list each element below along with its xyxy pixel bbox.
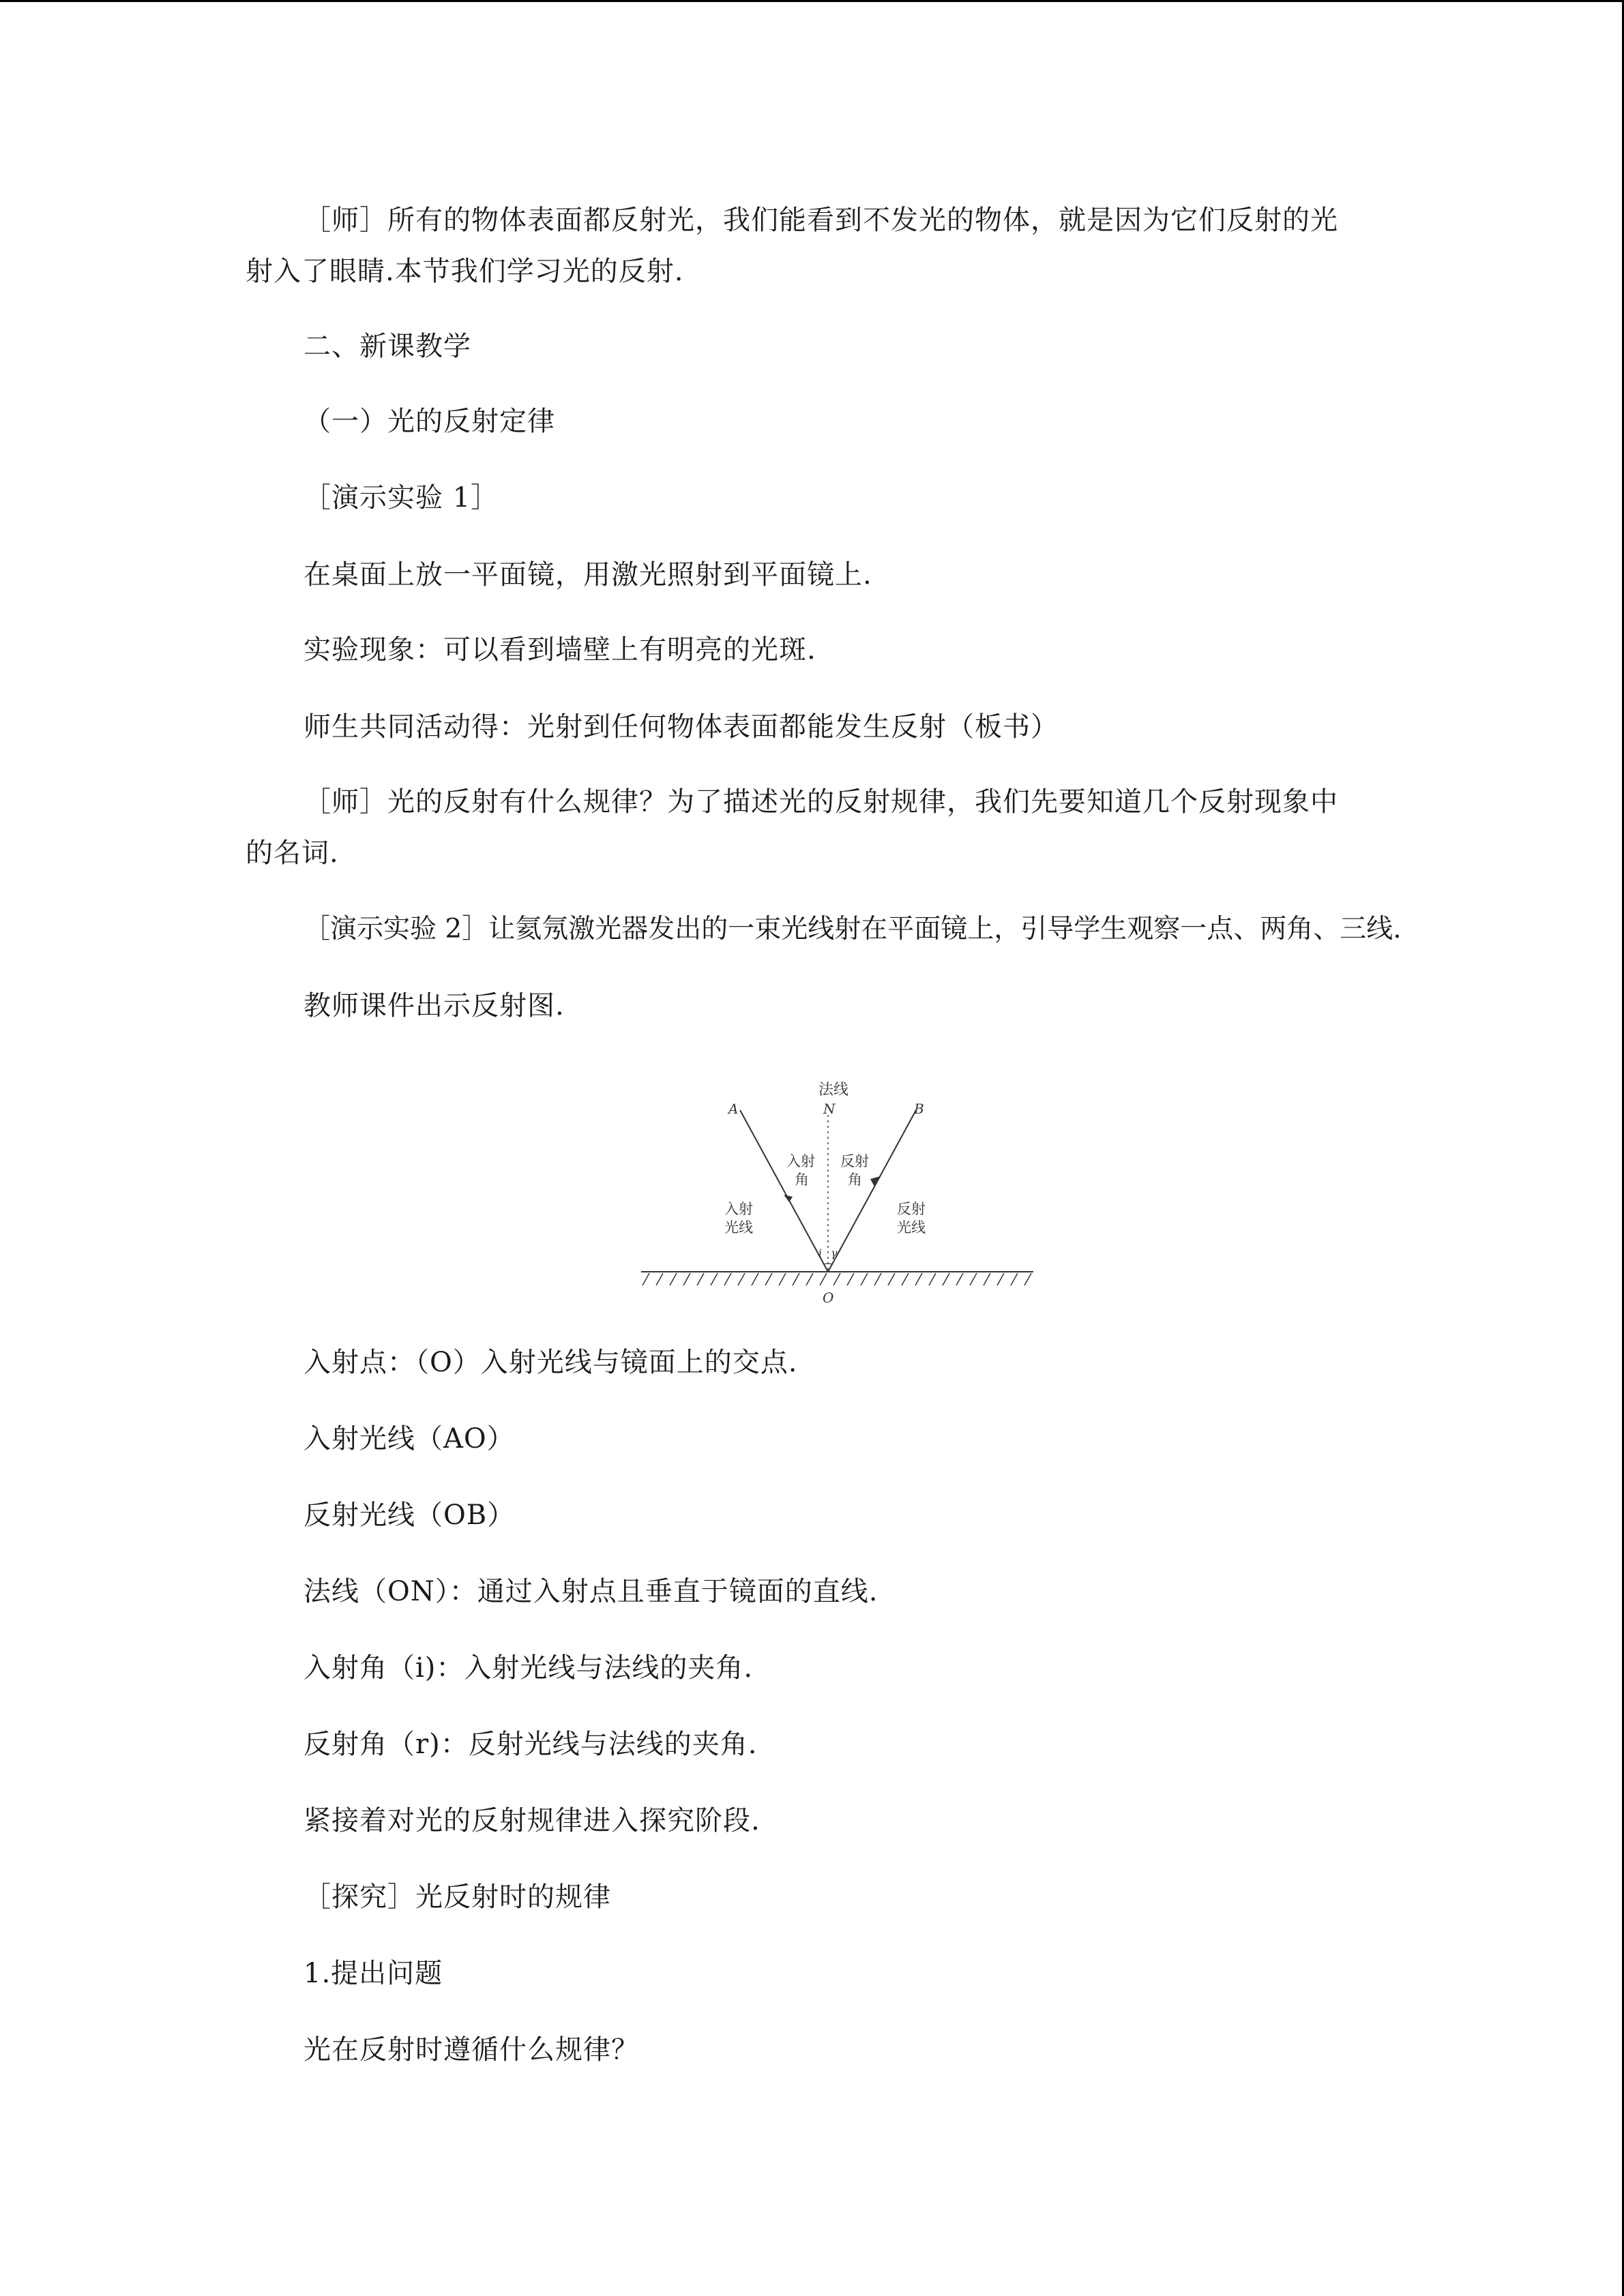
point-n-label: N (823, 1101, 836, 1117)
normal-label: 法线 (818, 1082, 849, 1099)
angle-r-symbol: γ (831, 1247, 838, 1259)
reflection-angle-label-2: 角 (848, 1172, 862, 1188)
next-stage-text: 紧接着对光的反射规律进入探究阶段. (304, 1805, 761, 1836)
reflection-angle-label-1: 反射 (840, 1153, 869, 1169)
incident-ray-label-2: 光线 (724, 1219, 753, 1236)
page-border-top (0, 0, 1624, 2)
question-heading: 1.提出问题 (304, 1958, 443, 1989)
conclusion-text: 师生共同活动得：光射到任何物体表面都能发生反射（板书） (304, 711, 1059, 743)
reflected-ray (828, 1110, 916, 1272)
definition-reflected-ray: 反射光线（OB） (304, 1500, 516, 1531)
paragraph-teacher-line2: 的名词. (246, 837, 339, 869)
inquiry-title: ［探究］光反射时的规律 (304, 1881, 611, 1913)
incidence-angle-label-1: 入射 (786, 1153, 815, 1169)
paragraph-intro-line1: ［师］所有的物体表面都反射光，我们能看到不发光的物体，就是因为它们反射的光 (304, 205, 1338, 236)
point-o-label: O (823, 1289, 834, 1306)
point-b-label: B (914, 1101, 924, 1117)
demo1-text: 在桌面上放一平面镜，用激光照射到平面镜上. (304, 559, 872, 591)
paragraph-teacher-line1: ［师］光的反射有什么规律？为了描述光的反射规律，我们先要知道几个反射现象中 (304, 786, 1338, 818)
incident-ray-label-1: 入射 (724, 1201, 753, 1217)
definition-incident-ray: 入射光线（AO） (304, 1423, 515, 1455)
section-heading: 二、新课教学 (304, 331, 471, 362)
reflected-ray-label-1: 反射 (897, 1201, 926, 1217)
incident-ray (740, 1110, 828, 1272)
demo2-text: ［演示实验 2］让氦氖激光器发出的一束光线射在平面镜上，引导学生观察一点、两角、三线. (304, 914, 1402, 944)
incident-ray-arrow (784, 1195, 793, 1202)
courseware-text: 教师课件出示反射图. (304, 990, 565, 1022)
subsection-heading: （一）光的反射定律 (304, 406, 555, 437)
incidence-angle-label-2: 角 (795, 1172, 809, 1188)
paragraph-intro-line2: 射入了眼睛.本节我们学习光的反射. (246, 256, 684, 287)
definition-reflection-angle: 反射角（r)：反射光线与法线的夹角. (304, 1729, 758, 1760)
mirror-hatching (643, 1273, 1031, 1285)
definition-normal: 法线（ON）：通过入射点且垂直于镜面的直线. (304, 1576, 879, 1607)
reflection-diagram (634, 1074, 1044, 1313)
question-text: 光在反射时遵循什么规律？ (304, 2034, 639, 2066)
phenomenon-text: 实验现象：可以看到墙壁上有明亮的光斑. (304, 634, 816, 666)
angle-i-symbol: i (818, 1247, 823, 1259)
reflected-ray-label-2: 光线 (897, 1219, 926, 1236)
definition-incident-point: 入射点：（O）入射光线与镜面上的交点. (304, 1347, 798, 1378)
definition-incidence-angle: 入射角（i)：入射光线与法线的夹角. (304, 1652, 754, 1684)
point-a-label: A (728, 1101, 739, 1117)
demo1-label: ［演示实验 1］ (304, 482, 499, 513)
reflected-ray-arrow (870, 1176, 880, 1187)
